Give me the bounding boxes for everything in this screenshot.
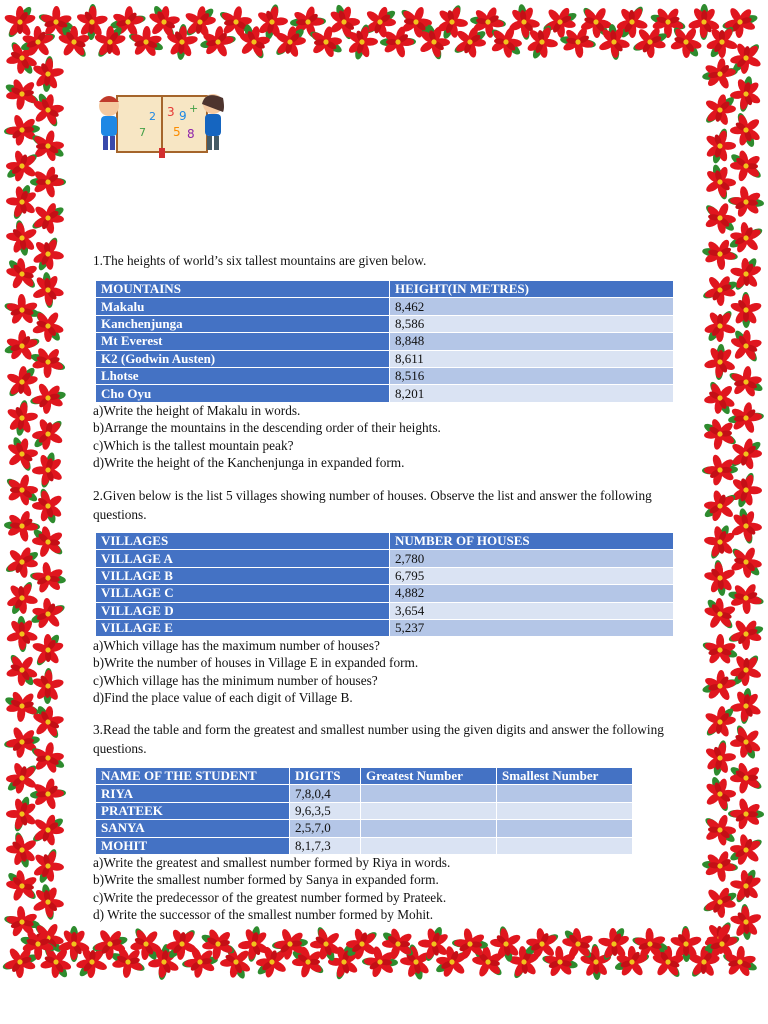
kids-book-clipart: [95, 90, 227, 158]
student-name: SANYA: [96, 820, 290, 837]
village-houses: 5,237: [390, 619, 674, 636]
question-item: b)Arrange the mountains in the descending order of their heights.: [93, 420, 441, 436]
poinsettia-flower: [701, 200, 739, 237]
question-3-title: 3.Read the table and form the greatest and smallest number using the given digits and answer the following questions.: [93, 722, 664, 756]
poinsettia-flower: [25, 51, 70, 97]
column-header: DIGITS: [290, 768, 361, 785]
column-header: HEIGHT(IN METRES): [390, 281, 674, 298]
poinsettia-flower: [29, 414, 68, 454]
table-row: [96, 367, 674, 384]
village-name: VILLAGE D: [96, 602, 390, 619]
mountain-name: K2 (Godwin Austen): [96, 350, 390, 367]
svg-text:3: 3: [167, 105, 175, 119]
mountains-table: [95, 280, 674, 403]
greatest-number-cell[interactable]: [361, 785, 497, 802]
student-name: RIYA: [96, 785, 290, 802]
table-row: [96, 315, 674, 332]
table-row: [96, 602, 674, 619]
table-row: [96, 350, 674, 367]
table-header-row: [96, 533, 674, 550]
mountain-height: 8,462: [390, 298, 674, 315]
mountain-height: 8,611: [390, 350, 674, 367]
student-name: MOHIT: [96, 837, 290, 854]
table-row: [96, 585, 674, 602]
table-row: [96, 802, 633, 819]
mountain-name: Mt Everest: [96, 333, 390, 350]
svg-text:+: +: [189, 102, 199, 115]
villages-table: [95, 532, 674, 637]
table-row: [96, 785, 633, 802]
poinsettia-flower: [699, 484, 742, 528]
poinsettia-flower: [702, 813, 738, 848]
question-3-list: [93, 854, 450, 923]
table-row: [96, 298, 674, 315]
greatest-number-cell[interactable]: [361, 802, 497, 819]
mountain-name: Cho Oyu: [96, 385, 390, 402]
smallest-number-cell[interactable]: [497, 820, 633, 837]
table-row: [96, 820, 633, 837]
smallest-number-cell[interactable]: [497, 785, 633, 802]
question-1-title: 1.The heights of world’s six tallest mountains are given below.: [93, 253, 427, 268]
svg-text:5: 5: [173, 125, 181, 139]
mountain-height: 8,586: [390, 315, 674, 332]
question-item: c)Which village has the minimum number of houses?: [93, 672, 378, 688]
svg-text:9: 9: [179, 109, 187, 123]
question-item: a)Write the height of Makalu in words.: [93, 403, 301, 418]
column-header: NAME OF THE STUDENT: [96, 768, 290, 785]
question-item: a)Which village has the maximum number of houses?: [93, 638, 380, 653]
smallest-number-cell[interactable]: [497, 837, 633, 854]
column-header: VILLAGES: [96, 533, 390, 550]
student-digits: 9,6,3,5: [290, 802, 361, 819]
question-2-title: 2.Given below is the list 5 villages showing number of houses. Observe the list and answer the following questions.: [93, 488, 652, 522]
column-header: NUMBER OF HOUSES: [390, 533, 674, 550]
poinsettia-flower: [5, 474, 39, 507]
poinsettia-flower: [728, 761, 763, 795]
svg-text:7: 7: [139, 126, 146, 139]
svg-text:8: 8: [187, 127, 195, 141]
poinsettia-flower: [701, 522, 740, 562]
poinsettia-flower: [703, 309, 736, 344]
mountain-name: Lhotse: [96, 367, 390, 384]
student-digits: 7,8,0,4: [290, 785, 361, 802]
column-header: Greatest Number: [361, 768, 497, 785]
question-item: c)Write the predecessor of the greatest number formed by Prateek.: [93, 889, 447, 905]
student-digits: 8,1,7,3: [290, 837, 361, 854]
greatest-number-cell[interactable]: [361, 837, 497, 854]
question-item: c)Which is the tallest mountain peak?: [93, 437, 294, 453]
village-name: VILLAGE E: [96, 619, 390, 636]
table-row: [96, 619, 674, 636]
question-item: d) Write the successor of the smallest number formed by Mohit.: [93, 906, 434, 922]
village-houses: 2,780: [390, 550, 674, 567]
village-houses: 6,795: [390, 567, 674, 584]
mountain-name: Makalu: [96, 298, 390, 315]
question-item: d)Write the height of the Kanchenjunga in expanded form.: [93, 454, 405, 470]
poinsettia-flower: [4, 363, 40, 400]
mountain-height: 8,516: [390, 367, 674, 384]
svg-text:2: 2: [149, 110, 156, 123]
poinsettia-flower: [4, 5, 37, 39]
mountain-height: 8,848: [390, 333, 674, 350]
question-item: a)Write the greatest and smallest number formed by Riya in words.: [93, 855, 451, 870]
mountain-height: 8,201: [390, 385, 674, 402]
student-name: PRATEEK: [96, 802, 290, 819]
mountain-name: Kanchenjunga: [96, 315, 390, 332]
column-header: MOUNTAINS: [96, 281, 390, 298]
table-row: [96, 550, 674, 567]
table-row: [96, 333, 674, 350]
village-name: VILLAGE B: [96, 567, 390, 584]
poinsettia-flower: [728, 149, 763, 183]
village-houses: 3,654: [390, 602, 674, 619]
village-name: VILLAGE C: [96, 585, 390, 602]
village-houses: 4,882: [390, 585, 674, 602]
table-header-row: [96, 768, 633, 785]
column-header: Smallest Number: [497, 768, 633, 785]
greatest-number-cell[interactable]: [361, 820, 497, 837]
question-1-list: [93, 402, 441, 471]
question-2-list: [93, 637, 418, 706]
student-digits: 2,5,7,0: [290, 820, 361, 837]
village-name: VILLAGE A: [96, 550, 390, 567]
smallest-number-cell[interactable]: [497, 802, 633, 819]
poinsettia-flower: [3, 75, 41, 112]
question-item: d)Find the place value of each digit of Village B.: [93, 689, 353, 705]
students-digits-table: [95, 767, 633, 855]
table-header-row: [96, 281, 674, 298]
table-row: [96, 837, 633, 854]
table-row: [96, 567, 674, 584]
question-item: b)Write the number of houses in Village E in expanded form.: [93, 655, 419, 671]
question-item: b)Write the smallest number formed by Sanya in expanded form.: [93, 872, 439, 888]
table-row: [96, 385, 674, 402]
